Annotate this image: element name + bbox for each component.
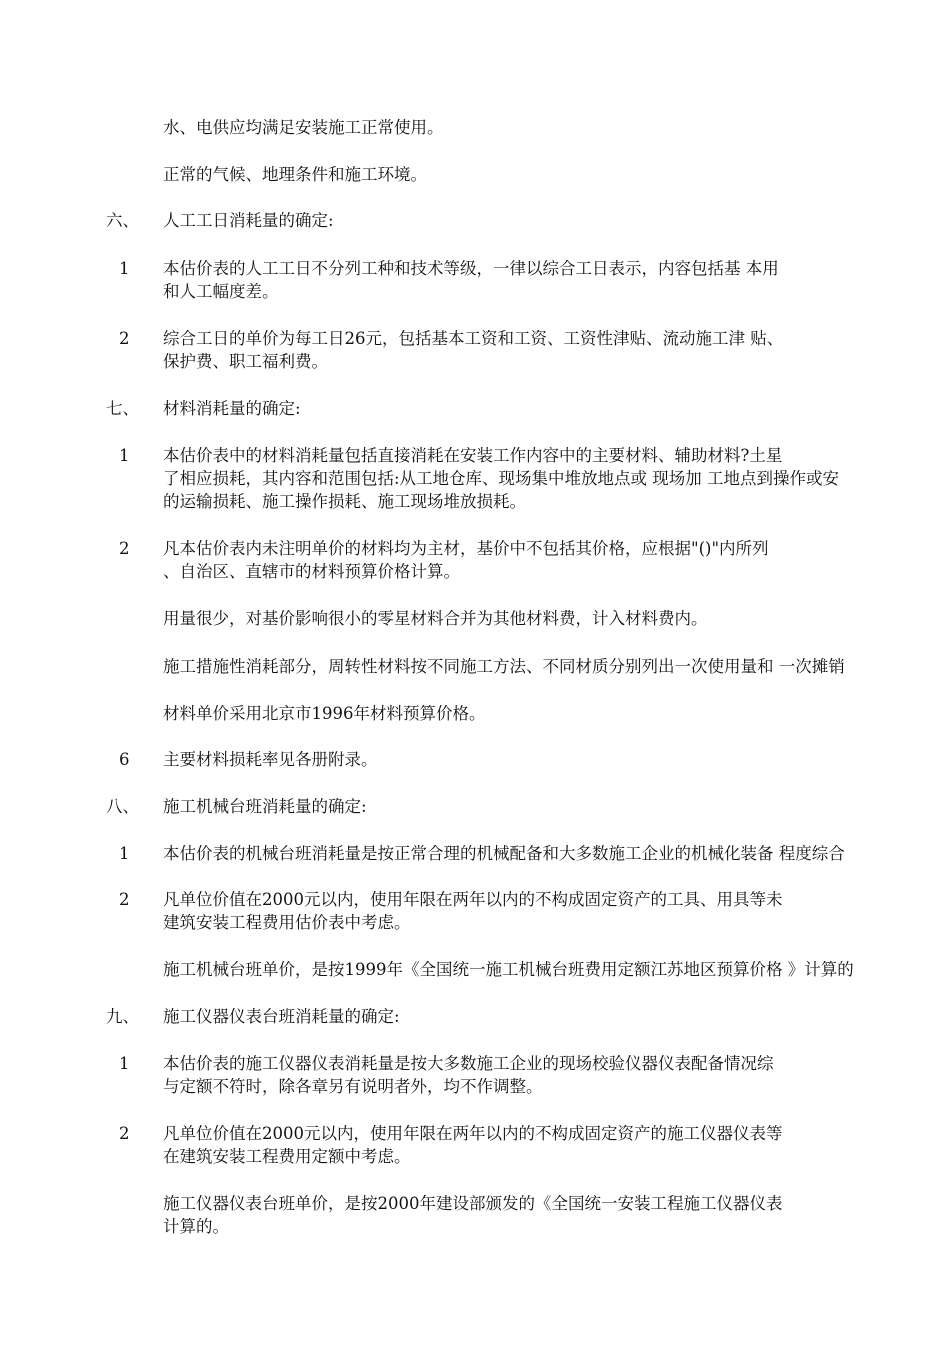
section-9-item-2-line-1: 凡单位价值在2000元以内，使用年限在两年以内的不构成固定资产的施工仪器仪表等 [163,1124,783,1143]
section-7-item-1-number: 1 [119,446,130,465]
paragraph-measures-consumption: 施工措施性消耗部分，周转性材料按不同施工方法、不同材质分别列出一次使用量和 一次摊销 [163,657,845,676]
paragraph-small-materials: 用量很少，对基价影响很小的零星材料合并为其他材料费，计入材料费内。 [163,609,708,628]
section-7-marker: 七、 [106,399,139,418]
section-6-item-1-line-2: 和人工幅度差。 [163,282,279,301]
section-9-heading: 施工仪器仪表台班消耗量的确定: [163,1007,400,1026]
section-6-item-1-number: 1 [119,259,130,278]
section-8-item-2-line-1: 凡单位价值在2000元以内，使用年限在两年以内的不构成固定资产的工具、用具等未 [163,890,783,909]
paragraph-instrument-price-line-1: 施工仪器仪表台班单价，是按2000年建设部颁发的《全国统一安装工程施工仪器仪表 [163,1194,783,1213]
section-9-item-1-number: 1 [119,1054,130,1073]
section-9-item-1-line-1: 本估价表的施工仪器仪表消耗量是按大多数施工企业的现场校验仪器仪表配备情况综 [163,1054,774,1073]
section-6-item-2-line-2: 保护费、职工福利费。 [163,352,328,371]
section-7-item-6-number: 6 [119,750,130,769]
section-6-item-2-number: 2 [119,329,130,348]
section-7-item-1-line-3: 的运输损耗、施工操作损耗、施工现场堆放损耗。 [163,492,526,511]
section-7-heading: 材料消耗量的确定: [163,399,301,418]
section-9-marker: 九、 [106,1007,139,1026]
section-7-item-2-line-2: 、自治区、直辖市的材料预算价格计算。 [163,562,460,581]
section-7-item-2-number: 2 [119,539,130,558]
paragraph-water-electric: 水、电供应均满足安装施工正常使用。 [163,118,444,137]
paragraph-material-price: 材料单价采用北京市1996年材料预算价格。 [163,704,486,723]
section-8-heading: 施工机械台班消耗量的确定: [163,797,367,816]
section-7-item-6-text: 主要材料损耗率见各册附录。 [163,750,378,769]
paragraph-climate: 正常的气候、地理条件和施工环境。 [163,165,427,184]
section-8-item-2-number: 2 [119,890,130,909]
section-9-item-1-line-2: 与定额不符时，除各章另有说明者外，均不作调整。 [163,1077,543,1096]
section-6-item-2-line-1: 综合工日的单价为每工日26元，包括基本工资和工资、工资性津贴、流动施工津 贴、 [163,329,784,348]
paragraph-machine-shift-price: 施工机械台班单价，是按1999年《全国统一施工机械台班费用定额江苏地区预算价格 》计算的 [163,960,854,979]
section-7-item-1-line-2: 了相应损耗，其内容和范围包括:从工地仓库、现场集中堆放地点或 现场加 工地点到操作或安 [163,469,840,488]
section-7-item-1-line-1: 本估价表中的材料消耗量包括直接消耗在安装工作内容中的主要材料、辅助材料?土星 [163,446,783,465]
section-6-marker: 六、 [106,211,139,230]
section-8-item-2-line-2: 建筑安装工程费用估价表中考虑。 [163,913,411,932]
section-6-item-1-line-1: 本估价表的人工工日不分列工种和技术等级，一律以综合工日表示，内容包括基 本用 [163,259,779,278]
section-6-heading: 人工工日消耗量的确定: [163,211,334,230]
section-8-item-1-number: 1 [119,844,130,863]
section-7-item-2-line-1: 凡本估价表内未注明单价的材料均为主材，基价中不包括其价格，应根据"()"内所列 [163,539,769,558]
section-8-item-1-text: 本估价表的机械台班消耗量是按正常合理的机械配备和大多数施工企业的机械化装备 程度综合 [163,844,845,863]
paragraph-instrument-price-line-2: 计算的。 [163,1217,229,1236]
section-8-marker: 八、 [106,797,139,816]
section-9-item-2-number: 2 [119,1124,130,1143]
section-9-item-2-line-2: 在建筑安装工程费用定额中考虑。 [163,1147,411,1166]
